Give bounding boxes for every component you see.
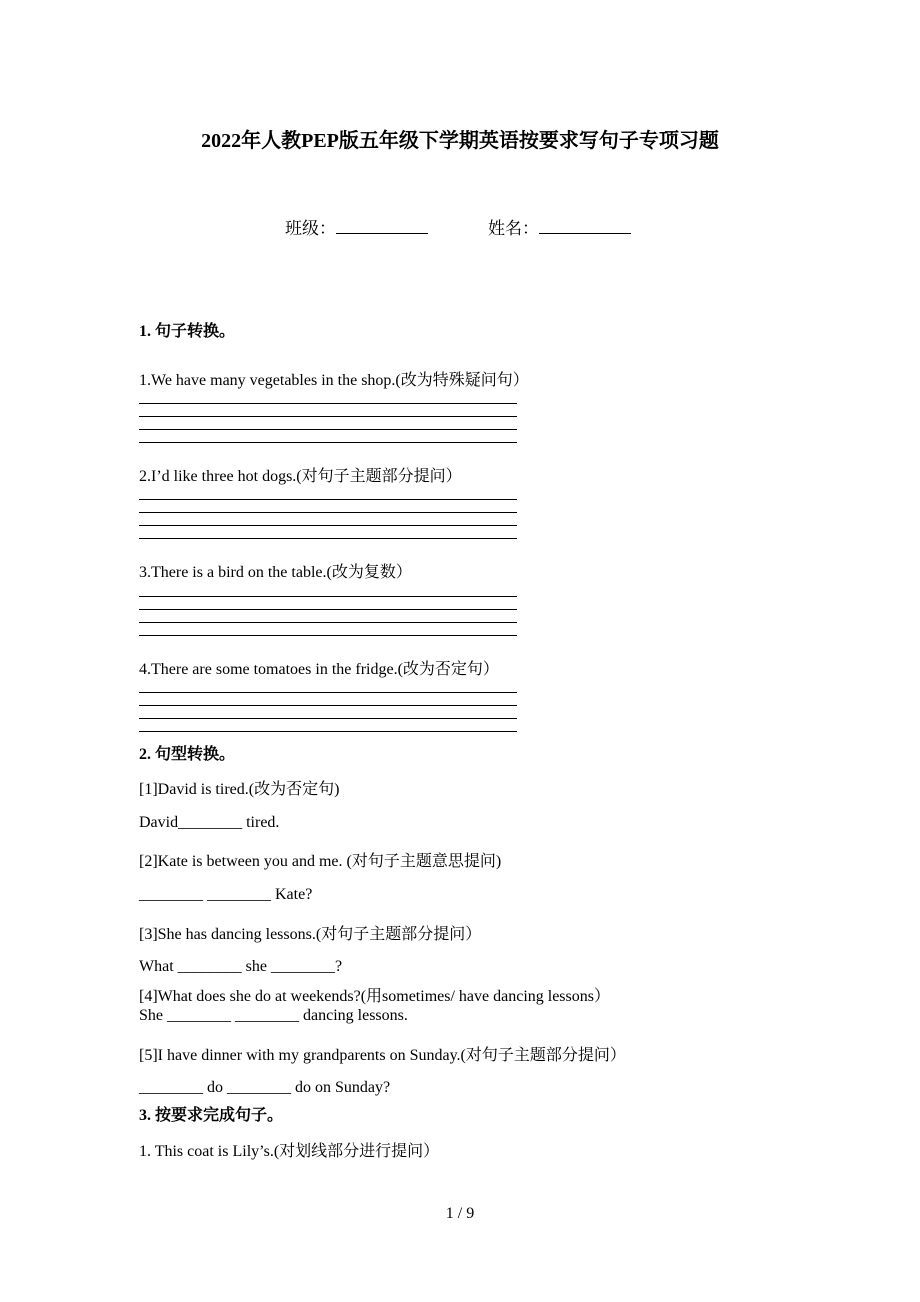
s2-item-1-answer[interactable]: David________ tired.: [139, 814, 280, 831]
s1-answer-lines-4[interactable]: [139, 692, 517, 744]
s2-item-4-answer[interactable]: She ________ ________ dancing lessons.: [139, 1007, 408, 1024]
s2-item-1-prompt: [1]David is tired.(改为否定句): [139, 781, 340, 798]
name-label: 姓名：: [488, 219, 539, 238]
s2-item-3-answer[interactable]: What ________ she ________?: [139, 958, 343, 975]
class-blank[interactable]: [336, 219, 428, 234]
name-blank[interactable]: [539, 219, 631, 234]
s1-answer-lines-1[interactable]: [139, 403, 517, 455]
section-1-heading: 1. 句子转换。: [139, 323, 236, 340]
s1-answer-lines-2[interactable]: [139, 499, 517, 551]
s2-item-5-prompt: [5]I have dinner with my grandparents on Sunday.(对句子主题部分提问）: [139, 1047, 626, 1064]
s3-item-1-prompt: 1. This coat is Lily’s.(对划线部分进行提问）: [139, 1143, 440, 1160]
s1-question-2: 2.I’d like three hot dogs.(对句子主题部分提问）: [139, 468, 462, 485]
class-label: 班级：: [285, 219, 336, 238]
s1-question-1: 1.We have many vegetables in the shop.(改为特殊疑问句）: [139, 372, 529, 389]
s2-item-5-answer[interactable]: ________ do ________ do on Sunday?: [139, 1079, 391, 1096]
s2-item-2-prompt: [2]Kate is between you and me. (对句子主题意思提问): [139, 853, 502, 870]
class-field[interactable]: [285, 214, 428, 239]
s2-item-4-prompt: [4]What does she do at weekends?(用sometimes/ have dancing lessons）: [139, 988, 610, 1005]
section-3-heading: 3. 按要求完成句子。: [139, 1107, 284, 1124]
s1-answer-lines-3[interactable]: [139, 596, 517, 648]
document-title: 2022年人教PEP版五年级下学期英语按要求写句子专项习题: [201, 130, 719, 152]
s1-question-4: 4.There are some tomatoes in the fridge.(改为否定句）: [139, 661, 499, 678]
section-2-heading: 2. 句型转换。: [139, 746, 236, 763]
s2-item-3-prompt: [3]She has dancing lessons.(对句子主题部分提问）: [139, 926, 482, 943]
page-number: 1 / 9: [445, 1205, 475, 1222]
s2-item-2-answer[interactable]: ________ ________ Kate?: [139, 886, 313, 903]
s1-question-3: 3.There is a bird on the table.(改为复数）: [139, 564, 412, 581]
name-field[interactable]: [488, 214, 631, 239]
